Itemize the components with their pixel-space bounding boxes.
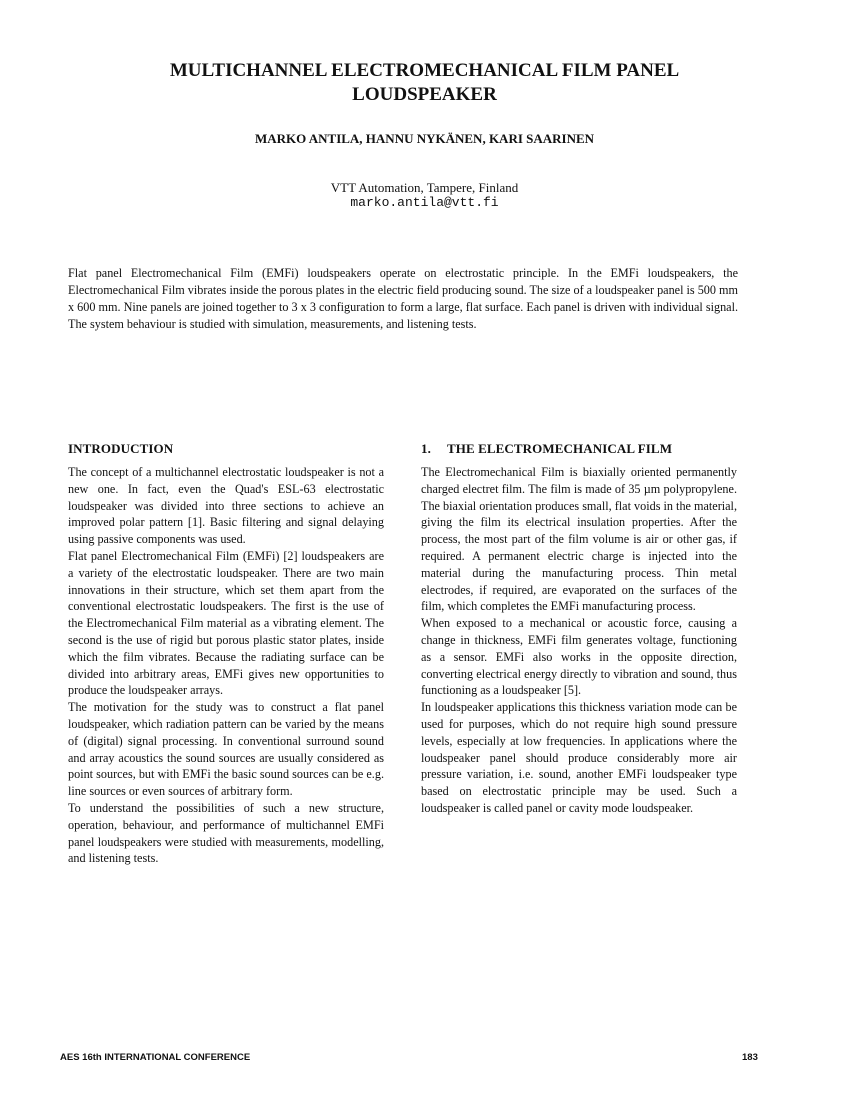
title-line-1: MULTICHANNEL ELECTROMECHANICAL FILM PANEL [169,60,680,81]
section1-paragraph-3: In loudspeaker applications this thickness variation mode can be used for purposes, which do not require high sound pressure levels, especially at low frequencies. In applications where the loudspeaker panel should produce considerably more air pressure variation, i.e. sound, another EMFi loudspeaker type based on electrostatic principle may be used. Such a loudspeaker is called panel or cavity mode loudspeaker. [421,700,737,815]
right-column [421,440,737,817]
intro-paragraph-1: The concept of a multichannel electrostatic loudspeaker is not a new one. In fact, even the Quad's ESL-63 electrostatic loudspeaker was divided into three sections to achieve an improved polar pattern [1]. Basic filtering and signal delaying using passive components was used. [68,465,384,547]
left-column [68,440,384,867]
title-line-2: LOUDSPEAKER [352,84,497,105]
section1-heading [421,440,737,458]
intro-paragraph-3: The motivation for the study was to construct a flat panel loudspeaker, which radiation pattern can be varied by the means of (digital) signal processing. In conventional surround sound and array acoustics the sound sources are usually considered as point sources, but with EMFi the basic sound sources can be e.g. line sources or even sources of arbitrary form. [68,700,384,799]
section1-paragraph-2: When exposed to a mechanical or acoustic force, causing a change in thickness, EMFi film generates voltage, functioning as a sensor. EMFi also works in the opposite direction, converting electrical energy directly to vibration and sound, thus functioning as a loudspeaker [5]. [421,616,737,698]
abstract: Flat panel Electromechanical Film (EMFi) loudspeakers operate on electrostatic principle. In the EMFi loudspeakers, the Electromechanical Film vibrates inside the porous plates in the electric field producing sound. The size of a loudspeaker panel is 500 mm x 600 mm. Nine panels are joined together to 3 x 3 configuration to form a large, flat surface. Each panel is driven with individual signal. The system behaviour is studied with simulation, measurements, and listening tests. [68,266,738,331]
intro-paragraph-4: To understand the possibilities of such a new structure, operation, behaviour, and performance of multichannel EMFi panel loudspeakers were studied with measurements, modelling, and listening tests. [68,800,384,866]
footer-page-number: 183 [742,1052,758,1063]
section1-paragraph-1: The Electromechanical Film is biaxially oriented permanently charged electret film. The film is made of 35 µm polypropylene. The biaxial orientation produces small, flat voids in the material, giving the film its electrical insulation properties. After the process, the most part of the film volume is air or other gas, if required. A permanent electric charge is injected into the material during the manufacturing process. Thin metal electrodes, if required, are evaporated on the surfaces of the film, which completes the EMFi manufacturing process. [421,465,737,614]
footer-conference: AES 16th INTERNATIONAL CONFERENCE [60,1052,251,1063]
section1-title: THE ELECTROMECHANICAL FILM [447,441,673,456]
authors: MARKO ANTILA, HANNU NYKÄNEN, KARI SAARINEN [254,131,595,146]
section1-number: 1. [421,441,431,456]
intro-heading: INTRODUCTION [68,441,174,456]
author-email: marko.antila@vtt.fi [350,195,499,210]
intro-paragraph-2: Flat panel Electromechanical Film (EMFi) [2] loudspeakers are a variety of the electrostatic loudspeaker. There are two main innovations in their structure, which set them apart from the conventional electrostatic loudspeakers. The first is the use of the Electromechanical Film material as a vibrating element. The second is the use of rigid but porous plastic stator plates, inside which the film vibrates. Because the radiating surface can be divided into arbitrary areas, EMFi gives new opportunities to produce the loudspeaker arrays. [68,548,384,698]
affiliation: VTT Automation, Tampere, Finland [330,180,519,195]
paper-title [90,59,759,107]
